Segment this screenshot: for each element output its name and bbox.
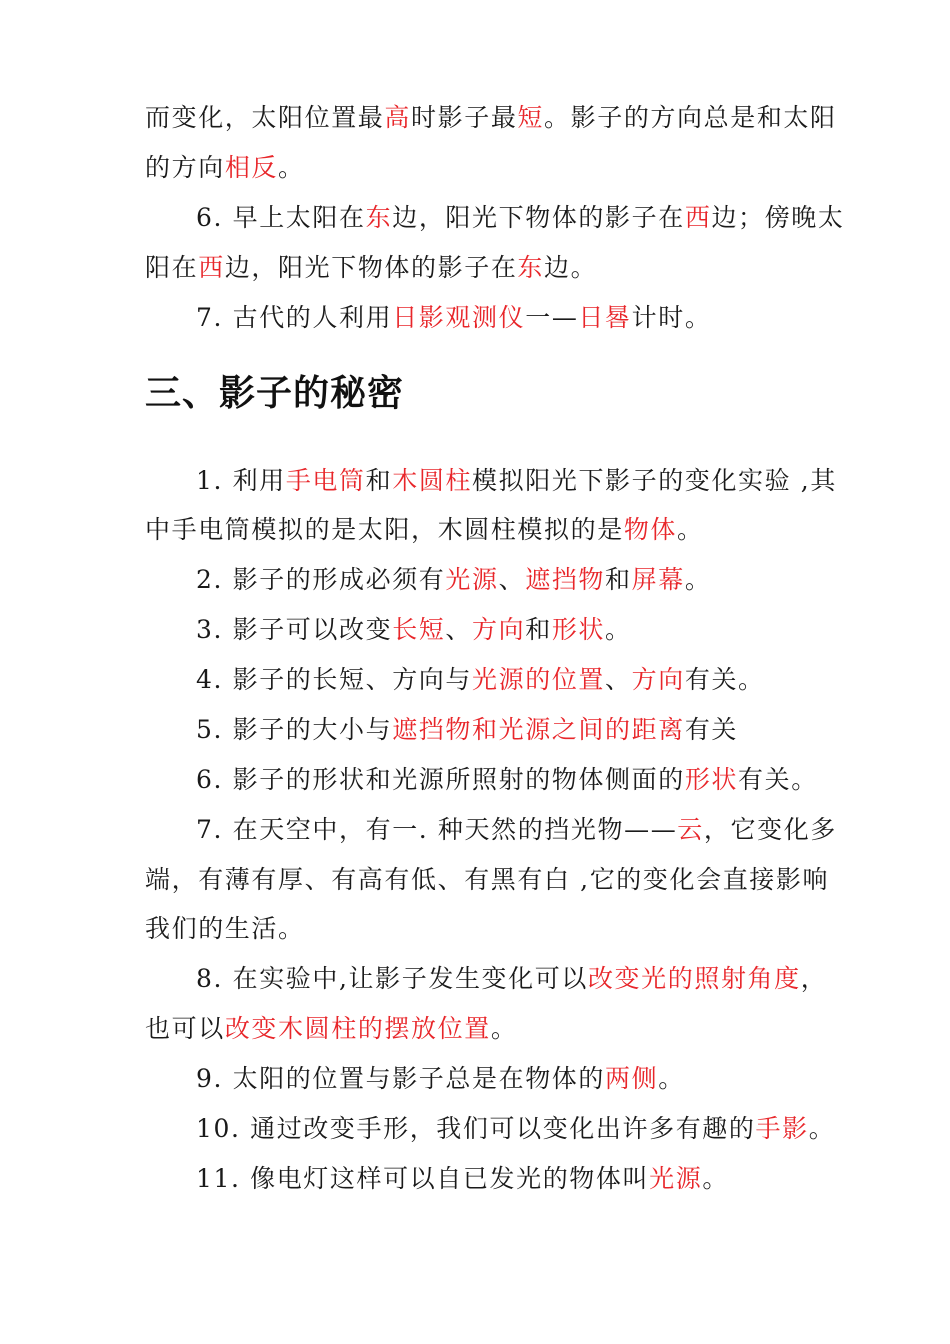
answer-highlight: 遮挡物和光源之间的距离 <box>392 715 685 744</box>
text-line <box>145 864 830 896</box>
text-line <box>196 714 876 746</box>
answer-highlight: 手电筒 <box>285 466 366 495</box>
text-run: 和 <box>365 466 393 495</box>
text-run: 7. 在天空中，有一. 种天然的挡光物—— <box>196 815 678 844</box>
answer-highlight: 两侧 <box>605 1064 659 1093</box>
text-run: 1. 利用 <box>196 466 286 495</box>
answer-highlight: 短 <box>517 103 545 132</box>
text-run: 有关。 <box>738 765 818 794</box>
text-run: 有关 <box>684 715 739 744</box>
answer-highlight: 物体 <box>623 515 678 544</box>
text-run: 边，阳光下物体的影子在 <box>392 203 685 232</box>
text-run: 和 <box>605 565 632 594</box>
text-run: 的方向 <box>145 153 225 182</box>
answer-highlight: 云 <box>677 815 704 844</box>
text-run: 10. 通过改变手形，我们可以变化出许多有趣的 <box>196 1114 756 1143</box>
text-run: 3. 影子可以改变 <box>196 615 393 644</box>
answer-highlight: 日影观测仪 <box>392 303 526 332</box>
text-line <box>145 514 825 546</box>
text-run: 。 <box>658 1064 685 1093</box>
answer-highlight: 遮挡物 <box>525 565 606 594</box>
text-run: 5. 影子的大小与 <box>196 715 393 744</box>
text-run: 和 <box>525 615 552 644</box>
text-run: 边。 <box>544 253 598 282</box>
answer-highlight: 光源 <box>649 1164 703 1193</box>
text-line <box>196 963 876 995</box>
text-run: 。 <box>278 153 305 182</box>
text-run: 一— <box>525 303 579 332</box>
text-line <box>196 302 876 334</box>
text-run: 时影子最 <box>411 103 518 132</box>
text-run: 中手电筒模拟的是太阳，木圆柱模拟的是 <box>145 515 624 544</box>
text-line <box>196 1113 876 1145</box>
text-run: 。 <box>490 1014 518 1043</box>
answer-highlight: 手影 <box>755 1114 809 1143</box>
answer-highlight: 光源 <box>445 565 499 594</box>
text-line <box>196 764 876 796</box>
text-run: 而变化，太阳位置最 <box>145 103 385 132</box>
text-line <box>145 102 837 134</box>
text-run: 边；傍晚太 <box>711 203 845 232</box>
text-run: 阳在 <box>145 253 199 282</box>
answer-highlight: 形状 <box>551 615 606 644</box>
text-run: 、 <box>445 615 473 644</box>
text-line <box>196 814 876 846</box>
text-run: 6. 早上太阳在 <box>196 203 366 232</box>
text-run: 边，阳光下物体的影子在 <box>224 253 518 282</box>
text-run: 。 <box>677 515 704 544</box>
text-run: 6. 影子的形状和光源所照射的物体侧面的 <box>196 765 685 794</box>
text-run: 有关。 <box>684 665 765 694</box>
text-line <box>145 252 825 284</box>
text-run: 模拟阳光下影子的变化实验 ,其 <box>472 466 837 495</box>
text-run: 11. 像电灯这样可以自已发光的物体叫 <box>196 1164 650 1193</box>
text-line <box>145 913 825 945</box>
text-run: 8. 在实验中,让影子发生变化可以 <box>196 964 588 993</box>
text-run: 、 <box>605 665 632 694</box>
text-line <box>196 1063 876 1095</box>
text-run: ， <box>800 964 828 993</box>
text-run: 、 <box>498 565 526 594</box>
answer-highlight: 东 <box>365 203 393 232</box>
answer-highlight: 东 <box>517 253 545 282</box>
text-run: 4. 影子的长短、方向与 <box>196 665 473 694</box>
answer-highlight: 屏幕 <box>631 565 685 594</box>
answer-highlight: 相反 <box>224 153 279 182</box>
text-run: 我们的生活。 <box>145 914 305 943</box>
text-run: 。 <box>605 615 632 644</box>
section-heading: 三、影子的秘密 <box>145 373 405 414</box>
text-run: 。 <box>808 1114 836 1143</box>
text-run: 9. 太阳的位置与影子总是在物体的 <box>196 1064 606 1093</box>
text-line <box>196 564 876 596</box>
answer-highlight: 改变光的照射角度 <box>587 964 801 993</box>
answer-highlight: 光源的位置 <box>472 665 606 694</box>
answer-highlight: 方向 <box>472 615 526 644</box>
answer-highlight: 高 <box>384 103 412 132</box>
text-line <box>196 465 876 497</box>
text-run: ，它变化多 <box>703 815 837 844</box>
text-run: 也可以 <box>145 1014 225 1043</box>
answer-highlight: 日晷 <box>578 303 632 332</box>
text-run: 。 <box>684 565 712 594</box>
text-line <box>145 152 825 184</box>
answer-highlight: 长短 <box>392 615 446 644</box>
answer-highlight: 改变木圆柱的摆放位置 <box>224 1014 491 1043</box>
answer-highlight: 形状 <box>684 765 739 794</box>
answer-highlight: 西 <box>198 253 225 282</box>
answer-highlight: 木圆柱 <box>392 466 473 495</box>
text-run: 。影子的方向总是和太阳 <box>544 103 837 132</box>
answer-highlight: 方向 <box>631 665 685 694</box>
text-run: 计时。 <box>631 303 712 332</box>
text-run: 7. 古代的人利用 <box>196 303 393 332</box>
answer-highlight: 西 <box>684 203 712 232</box>
text-line <box>145 1013 825 1045</box>
text-line <box>196 1163 876 1195</box>
text-line <box>196 614 876 646</box>
text-run: 。 <box>702 1164 729 1193</box>
text-line <box>196 202 876 234</box>
text-line <box>196 664 876 696</box>
text-run: 端，有薄有厚、有高有低、有黑有白 ,它的变化会直接影响 <box>145 865 830 894</box>
text-run: 2. 影子的形成必须有 <box>196 565 446 594</box>
